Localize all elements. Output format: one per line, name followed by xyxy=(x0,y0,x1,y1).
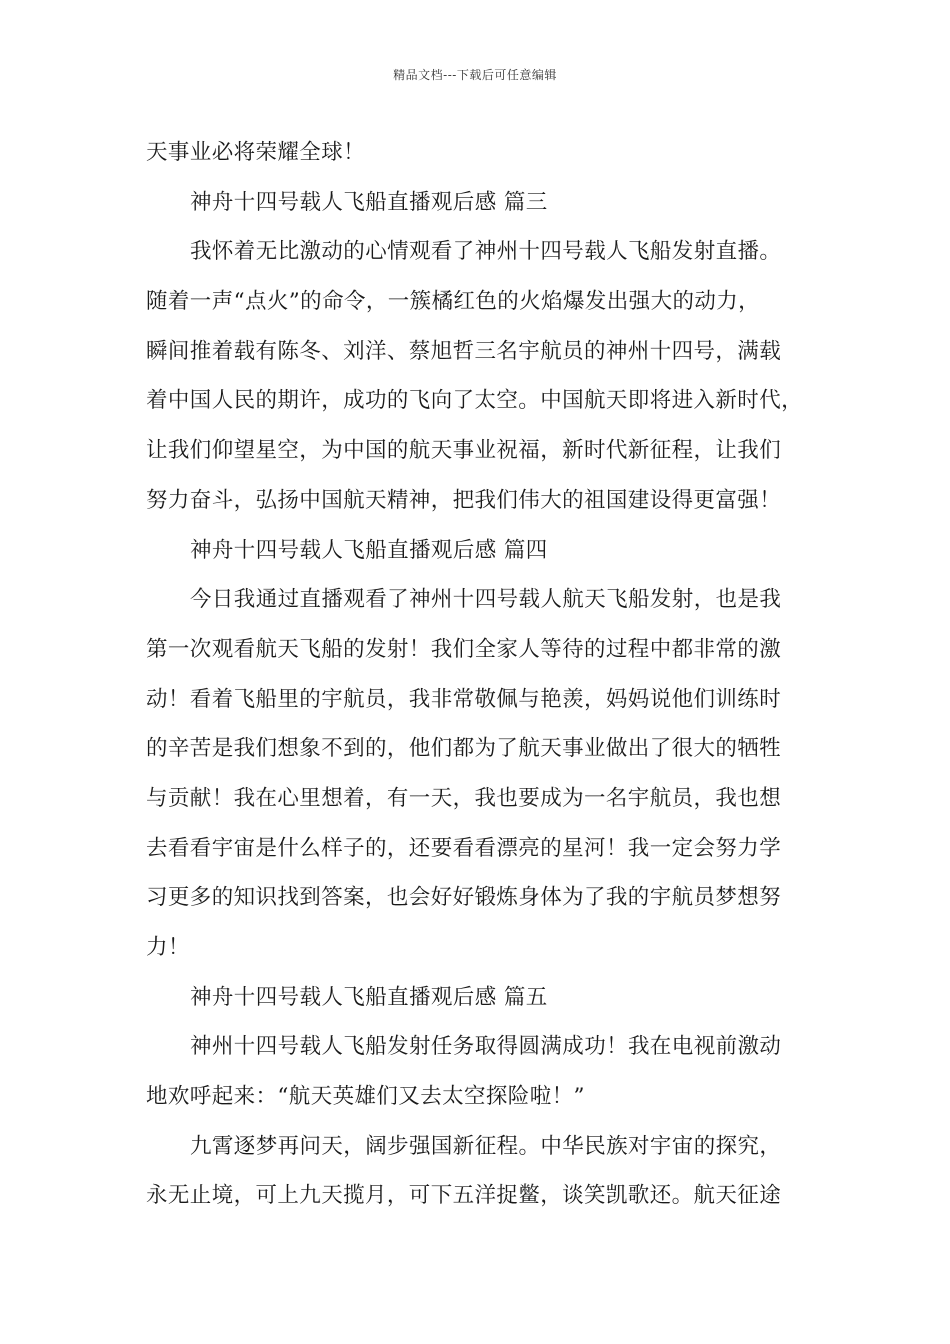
page-header: 精品文档---下载后可任意编辑 xyxy=(393,68,557,82)
text-line: 今日我通过直播观看了神州十四号载人航天飞船发射，也是我 xyxy=(190,587,782,613)
text-line: 随着一声“点火”的命令，一簇橘红色的火焰爆发出强大的动力， xyxy=(146,289,761,315)
text-line: 第一次观看航天飞船的发射！我们全家人等待的过程中都非常的激 xyxy=(146,636,782,662)
section-heading-5: 神舟十四号载人飞船直播观后感 篇五 xyxy=(190,984,548,1010)
section-heading-4: 神舟十四号载人飞船直播观后感 篇四 xyxy=(190,537,548,563)
text-line: 我怀着无比激动的心情观看了神州十四号载人飞船发射直播。 xyxy=(190,239,782,265)
document-body xyxy=(146,128,826,1221)
text-line: 天事业必将荣耀全球！ xyxy=(146,140,366,165)
text-line: 着中国人民的期许，成功的飞向了太空。中国航天即将进入新时代， xyxy=(146,388,804,414)
text-line: 力！ xyxy=(146,935,190,960)
text-line: 神州十四号载人飞船发射任务取得圆满成功！我在电视前激动 xyxy=(190,1034,782,1060)
text-line: 地欢呼起来：“航天英雄们又去太空探险啦！” xyxy=(146,1084,585,1110)
text-line: 瞬间推着载有陈冬、刘洋、蔡旭哲三名宇航员的神州十四号，满载 xyxy=(146,338,782,364)
text-line: 习更多的知识找到答案，也会好好锻炼身体为了我的宇航员梦想努 xyxy=(146,885,782,911)
text-line: 让我们仰望星空，为中国的航天事业祝福，新时代新征程，让我们 xyxy=(146,438,782,464)
text-line: 努力奋斗，弘扬中国航天精神，把我们伟大的祖国建设得更富强！ xyxy=(146,487,782,513)
text-line: 的辛苦是我们想象不到的，他们都为了航天事业做出了很大的牺牲 xyxy=(146,736,782,762)
text-line: 动！看着飞船里的宇航员，我非常敬佩与艳羡，妈妈说他们训练时 xyxy=(146,686,782,712)
text-line: 去看看宇宙是什么样子的，还要看看漂亮的星河！我一定会努力学 xyxy=(146,835,782,861)
text-line: 永无止境，可上九天揽月，可下五洋捉鳖，谈笑凯歌还。航天征途 xyxy=(146,1183,782,1209)
text-line: 九霄逐梦再问天，阔步强国新征程。中华民族对宇宙的探究， xyxy=(190,1133,782,1159)
text-line: 与贡献！我在心里想着，有一天，我也要成为一名宇航员，我也想 xyxy=(146,785,782,811)
section-heading-3: 神舟十四号载人飞船直播观后感 篇三 xyxy=(190,189,548,215)
